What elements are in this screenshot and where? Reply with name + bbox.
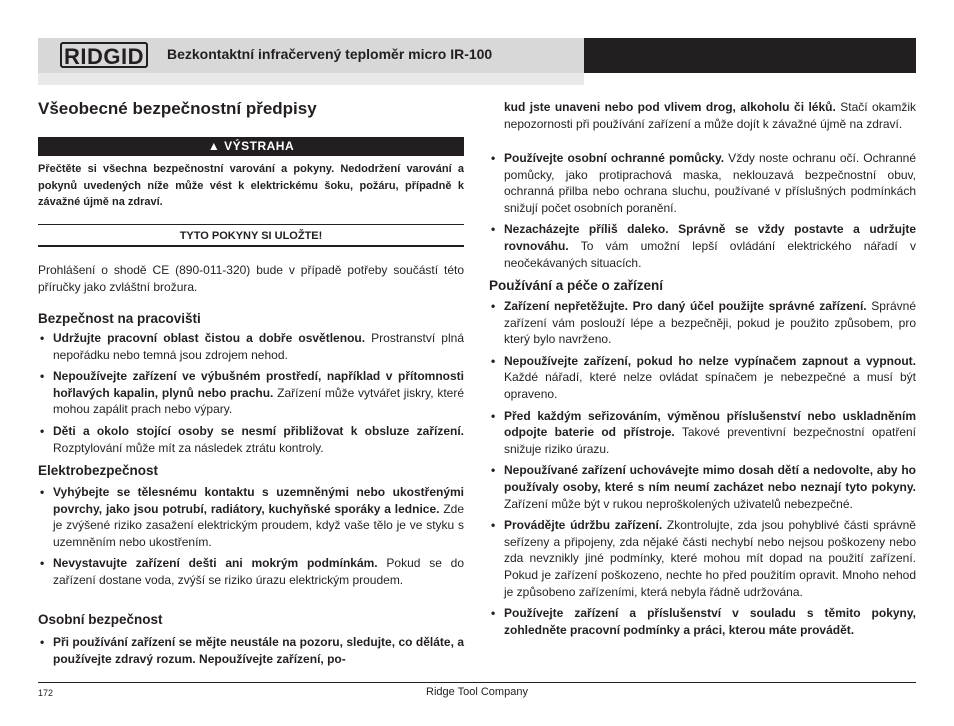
item-text: Zkontrolujte, zda jsou pohyblivé části správně seřízeny a připojeny, zda nějaké části nechybí nebo nejsou poškozeny nebo zda nevznikly jiné podmínky, které mohou mít dopad na použití zařízení. Pokud je zařízení poškozeno, nechte ho před použitím opravit. Mnoho nehod je způsobeno zařízeními, která nebyla řádně udržována. <box>504 518 916 599</box>
item-bold: Nezacházejte příliš daleko. Správně se vždy postavte a udržujte rovnováhu. <box>504 222 916 253</box>
list-item <box>489 221 916 271</box>
item-bold: Nepoužívejte zařízení, pokud ho nelze vypínačem zapnout a vypnout. <box>504 353 916 368</box>
header-black-block <box>584 38 916 73</box>
header-underlay <box>38 73 584 85</box>
section-title-personal: Osobní bezpečnost <box>38 612 163 627</box>
item-text: Vždy noste ochranu očí. Ochranné pomůcky, jako protiprachová maska, neklouzavá bezpečnostní obuv, ochranná přilba nebo ochrana sluchu, používané v příslušných podmínkách snižují počet osobních poranění. <box>504 151 916 215</box>
ce-declaration: Prohlášení o shodě CE (890-011-320) bude v případě potřeby součástí této příručky jako zvláštní brožura. <box>38 263 464 294</box>
warning-bar <box>38 137 464 156</box>
item-bold: Děti a okolo stojící osoby se nesmí přibližovat k obsluze zařízení. <box>53 423 464 438</box>
item-text: Rozptylování může mít za následek ztrátu kontroly. <box>53 440 324 455</box>
item-text: Pokud se do zařízení dostane voda, zvýší se riziko úrazu elektrickým proudem. <box>53 556 464 587</box>
footer-company: Ridge Tool Company <box>426 686 528 698</box>
continuation-text <box>504 99 916 132</box>
divider-top <box>38 224 464 225</box>
list-item <box>38 330 464 363</box>
item-bold: Zařízení nepřetěžujte. Pro daný účel použijte správné zařízení. <box>504 299 867 313</box>
header-title: Bezkontaktní infračervený teploměr micro IR-100 <box>167 46 493 62</box>
list-item <box>489 298 916 348</box>
warning-icon: ▲ <box>207 139 221 153</box>
personal-list <box>38 634 464 672</box>
item-bold: Nevystavujte zařízení dešti ani mokrým podmínkám. <box>53 556 378 571</box>
item-text: To vám umožní lepší ovládání elektrického nářadí v neočekávaných situacích. <box>504 238 916 270</box>
list-item <box>38 423 464 456</box>
item-text: Zařízení může vytvářet jiskry, které mohou zapálit prach nebo výpary. <box>53 385 464 417</box>
item-text: Každé nářadí, které nelze ovládat spínačem je nebezpečné a musí být opraveno. <box>504 370 916 401</box>
list-item <box>489 150 916 216</box>
workplace-list <box>38 330 464 461</box>
page-heading: Všeobecné bezpečnostní předpisy <box>38 99 317 118</box>
page-number: 172 <box>38 688 54 698</box>
list-item <box>489 605 916 638</box>
list-item <box>38 555 464 588</box>
brand-logo-text: RIDGID <box>60 42 148 68</box>
item-bold: Používejte osobní ochranné pomůcky. <box>504 151 725 165</box>
list-item <box>489 517 916 600</box>
item-bold: Před každým seřizováním, výměnou příslušenství nebo uskladněním odpojte baterie od přístroje. <box>504 408 916 440</box>
warning-text: Přečtěte si všechna bezpečnostní varování a pokyny. Nedodržení varování a pokynů uvedených níže může vést k elektrickému šoku, požáru, případně k závažné újmě na zdraví. <box>38 163 464 208</box>
list-item <box>38 634 464 667</box>
item-text: Prostranství plná nepořádku nebo temná jsou zdrojem nehod. <box>53 331 464 362</box>
item-bold: Provádějte údržbu zařízení. <box>504 518 663 533</box>
keep-instructions-label: TYTO POKYNY SI ULOŽTE! <box>179 230 323 242</box>
warning-label: VÝSTRAHA <box>224 139 295 153</box>
item-bold: kud jste unaveni nebo pod vlivem drog, alkoholu či léků. <box>504 100 836 114</box>
item-text: Zde je zvýšené riziko zasažení elektrickým proudem, když vaše tělo je ve styku s uzemněním nebo ukostřením. <box>53 501 464 549</box>
item-text: Správné zařízení vám poslouží lépe a bezpečněji, pokud je použito způsobem, pro který bylo navrženo. <box>504 299 916 347</box>
item-bold: Udržujte pracovní oblast čistou a dobře osvětlenou. <box>53 331 366 345</box>
item-bold: Vyhýbejte se tělesnému kontaktu s uzemněnými nebo ukostřenými povrchy, jako jsou potrubí, radiátory, kuchyňské sporáky a lednice. <box>53 485 464 516</box>
section-title-workplace: Bezpečnost na pracovišti <box>38 311 201 326</box>
list-item <box>489 408 916 458</box>
item-bold: Nepoužívané zařízení uchovávejte mimo dosah dětí a nedovolte, aby ho používaly osoby, které s ním neumí zacházet nebo neznají tyto pokyny. <box>504 463 916 494</box>
item-bold: Nepoužívejte zařízení ve výbušném prostředí, například v přítomnosti hořlavých kapalin, plynů nebo prachu. <box>53 369 464 400</box>
divider-bottom <box>38 245 464 247</box>
list-item <box>489 462 916 512</box>
care-list <box>489 298 916 643</box>
item-text: Zařízení může být v rukou neproškolených uživatelů nebezpečné. <box>504 496 853 511</box>
item-text: Takové preventivní bezpečnostní opatření snižuje riziko úrazu. <box>504 425 917 456</box>
footer-rule <box>38 682 916 683</box>
list-item <box>489 353 916 403</box>
item-text: Stačí okamžik nepozornosti při používání zařízení a může dojít k závažné újmě na zdraví. <box>504 100 917 131</box>
section-title-care: Používání a péče o zařízení <box>489 278 664 293</box>
ridgid-logo <box>60 42 148 68</box>
item-bold: Používejte zařízení a příslušenství v souladu s těmito pokyny, zohledněte pracovní podmínky a práci, kterou máte provádět. <box>504 606 916 637</box>
section-title-electrical: Elektrobezpečnost <box>38 463 159 478</box>
item-bold: Při používání zařízení se mějte neustále na pozoru, sledujte, co děláte, a používejte zdravý rozum. Nepoužívejte zařízení, po- <box>53 635 464 666</box>
electrical-list <box>38 484 464 594</box>
personal-list-continued <box>489 150 916 276</box>
list-item <box>38 484 464 550</box>
list-item <box>38 368 464 418</box>
